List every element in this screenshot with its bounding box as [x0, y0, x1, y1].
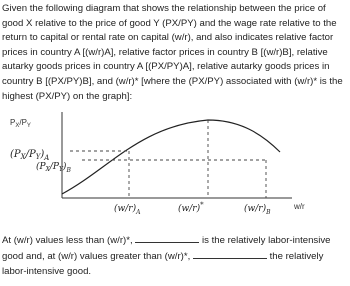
px-py-curve [62, 120, 280, 194]
x-axis-label: w/r [294, 202, 305, 211]
factor-price-diagram [0, 108, 350, 218]
answer-blank-1[interactable] [135, 232, 199, 243]
x-tick-b-label: $(w/r)_B$ [244, 204, 271, 216]
x-tick-star-label: (w/r)* [178, 201, 204, 214]
y-tick-b-label: $(P_X/P_Y)_B$ [36, 162, 71, 174]
y-tick-a-label: $(P_X/P_Y)_A$ [10, 149, 50, 162]
y-axis-label: $P_X/P_Y$ [10, 118, 31, 129]
question-part-3: the relatively labor-intensive good. [2, 251, 324, 277]
question-prompt: Given the following diagram that shows the relationship between the price of good X relative to the price of good Y (PX/PY) and the wage rate relative to the return to capital or rental rate on capital (w/r), and also indicates relative factor prices in country A [(w/r)A], relative factor prices in country B [(w/r)B], relative autarky goods prices in country A [(PX/PY)A], relative autarky goods prices in country B [(PX/PY)B], and (w/r)* [where the (PX/PY) associated with (w/r)* is the highest (PX/PY) on the graph]: [2, 3, 343, 102]
question-part-1: At (w/r) values less than (w/r)*, [2, 235, 133, 246]
answer-blank-2[interactable] [193, 248, 267, 259]
fill-in-question [2, 232, 348, 279]
question-part-2: is the relatively labor-intensive good and, at (w/r) values greater than (w/r)*, [2, 235, 331, 263]
diagram-svg [0, 108, 350, 218]
x-tick-a-label: $(w/r)_A$ [114, 204, 141, 216]
